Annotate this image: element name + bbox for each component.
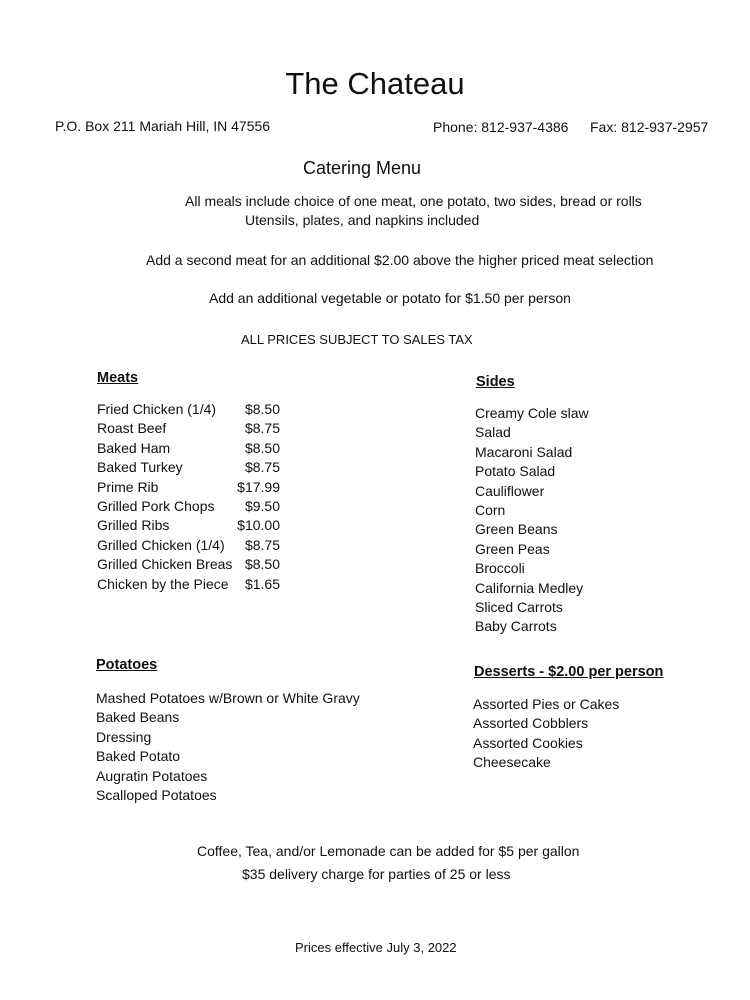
side-item: Broccoli — [475, 560, 525, 577]
meat-item — [97, 497, 297, 516]
meat-name: Baked Ham — [97, 439, 171, 456]
meal-includes-note: All meals include choice of one meat, one potato, two sides, bread or rolls — [185, 193, 642, 209]
meat-name: Grilled Ribs — [97, 517, 170, 534]
fax-number: Fax: 812-937-2957 — [590, 119, 709, 135]
catering-menu-heading: Catering Menu — [303, 158, 422, 178]
meats-list — [97, 400, 297, 594]
meat-price: $8.50 — [244, 556, 280, 573]
meat-price: $1.65 — [244, 575, 280, 592]
meat-item — [97, 536, 297, 555]
page-title: The Chateau — [285, 66, 465, 101]
side-item: Green Peas — [475, 540, 550, 557]
potatoes-list — [96, 689, 360, 805]
delivery-note: $35 delivery charge for parties of 25 or less — [242, 866, 511, 882]
meat-item — [97, 516, 297, 535]
meat-item — [97, 478, 297, 497]
side-item: Corn — [475, 501, 506, 518]
meat-item — [97, 555, 297, 574]
meat-price: $9.50 — [244, 497, 280, 514]
side-item: Baby Carrots — [475, 618, 557, 635]
utensils-note: Utensils, plates, and napkins included — [245, 212, 480, 228]
potato-item: Baked Beans — [96, 709, 180, 726]
side-item: Cauliflower — [475, 482, 545, 499]
meat-item — [97, 458, 297, 477]
sides-list — [475, 404, 589, 637]
desserts-heading: Desserts - $2.00 per person — [474, 664, 664, 680]
drinks-note: Coffee, Tea, and/or Lemonade can be added for $5 per gallon — [197, 843, 580, 859]
meat-item — [97, 419, 297, 438]
meat-name: Grilled Pork Chops — [97, 497, 215, 514]
dessert-item: Cheesecake — [473, 754, 551, 771]
meat-price: $8.75 — [244, 420, 280, 437]
meat-name: Fried Chicken (1/4) — [97, 401, 217, 417]
meat-name: Grilled Chicken Breas — [97, 556, 233, 573]
side-item: California Medley — [475, 579, 584, 596]
meat-price: $8.75 — [244, 459, 280, 476]
potato-item: Scalloped Potatoes — [96, 786, 217, 803]
address: P.O. Box 211 Mariah Hill, IN 47556 — [55, 118, 271, 134]
meat-name: Prime Rib — [97, 478, 159, 495]
dessert-item: Assorted Cookies — [473, 734, 583, 751]
potatoes-heading: Potatoes — [96, 657, 158, 673]
side-item: Green Beans — [475, 521, 558, 538]
sales-tax-note: ALL PRICES SUBJECT TO SALES TAX — [241, 332, 473, 347]
phone-number: Phone: 812-937-4386 — [433, 119, 569, 135]
meat-item — [97, 439, 297, 458]
meat-name: Baked Turkey — [97, 459, 183, 476]
meat-item — [97, 400, 297, 419]
meat-price: $8.75 — [244, 536, 280, 553]
side-item: Potato Salad — [475, 463, 556, 480]
potato-item: Baked Potato — [96, 748, 181, 765]
side-item: Macaroni Salad — [475, 443, 573, 460]
prices-effective-date: Prices effective July 3, 2022 — [295, 940, 457, 955]
dessert-item: Assorted Pies or Cakes — [473, 696, 620, 712]
desserts-list — [473, 695, 619, 773]
meat-item — [97, 575, 297, 594]
meat-name: Chicken by the Piece — [97, 575, 229, 592]
meat-name: Grilled Chicken (1/4) — [97, 536, 225, 553]
dessert-item: Assorted Cobblers — [473, 715, 589, 732]
potato-item: Dressing — [96, 728, 152, 745]
meats-heading: Meats — [97, 370, 139, 386]
meat-price: $10.00 — [237, 517, 280, 534]
additional-vegetable-note: Add an additional vegetable or potato for $1.50 per person — [209, 290, 571, 306]
side-item: Creamy Cole slaw — [475, 405, 589, 421]
sides-heading: Sides — [476, 374, 515, 390]
meat-name: Roast Beef — [97, 420, 167, 437]
meat-price: $8.50 — [244, 439, 280, 456]
side-item: Salad — [475, 424, 511, 441]
meat-price: $17.99 — [237, 478, 280, 495]
meat-price: $8.50 — [244, 401, 280, 417]
second-meat-note: Add a second meat for an additional $2.00 above the higher priced meat selection — [146, 252, 654, 268]
side-item: Sliced Carrots — [475, 598, 563, 615]
potato-item: Augratin Potatoes — [96, 767, 208, 784]
potato-item: Mashed Potatoes w/Brown or White Gravy — [96, 690, 360, 706]
